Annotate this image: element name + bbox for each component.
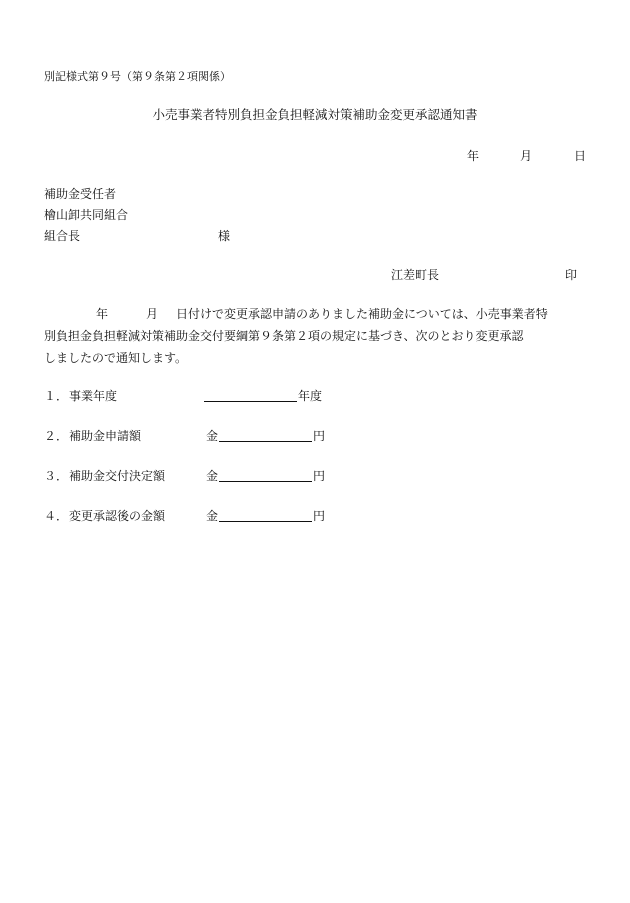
fill-in-blank <box>219 427 312 442</box>
item-prefix: 金 <box>206 429 219 443</box>
date-year-label: 年 <box>467 149 480 163</box>
recipient-honorific: 様 <box>218 229 231 243</box>
fill-in-blank <box>219 507 312 522</box>
date-month-label: 月 <box>520 149 533 163</box>
document-title: 小売事業者特別負担金負担軽減対策補助金変更承認通知書 <box>152 107 478 122</box>
item-label: 補助金申請額 <box>69 429 142 443</box>
item-label: 変更承認後の金額 <box>69 509 166 523</box>
body-month: 月 <box>146 307 159 321</box>
body-line-3: しましたので通知します。 <box>44 351 188 365</box>
body-line-1 <box>44 303 588 325</box>
body-line-1-rest: 日付けで変更承認申請のありました補助金については、小売事業者特 <box>176 307 548 321</box>
form-number: 別記様式第９号（第９条第２項関係） <box>44 70 231 83</box>
item-prefix: 金 <box>206 509 219 523</box>
item-label: 事業年度 <box>69 389 118 403</box>
fill-in-blank <box>219 467 312 482</box>
item-unit: 年度 <box>298 389 323 403</box>
item-unit: 円 <box>313 509 326 523</box>
item-unit: 円 <box>313 429 326 443</box>
issuer-name: 江差町長 <box>391 268 440 282</box>
item-number: ３． <box>44 469 69 483</box>
item-number: ２． <box>44 429 69 443</box>
item-number: ４． <box>44 509 69 523</box>
item-label: 補助金交付決定額 <box>69 469 166 483</box>
recipient-organization: 檜山卸共同組合 <box>44 208 129 222</box>
item-number: １． <box>44 389 69 403</box>
recipient-title: 組合長 <box>44 229 81 243</box>
fill-in-blank <box>204 387 297 402</box>
notice-body <box>44 303 588 369</box>
item-unit: 円 <box>313 469 326 483</box>
body-line-2: 別負担金負担軽減対策補助金交付要綱第９条第２項の規定に基づき、次のとおり変更承認 <box>44 329 524 343</box>
recipient-line-1: 補助金受任者 <box>44 187 117 201</box>
date-day-label: 日 <box>574 149 587 163</box>
item-prefix: 金 <box>206 469 219 483</box>
body-year: 年 <box>96 307 109 321</box>
seal-mark: 印 <box>565 268 578 282</box>
